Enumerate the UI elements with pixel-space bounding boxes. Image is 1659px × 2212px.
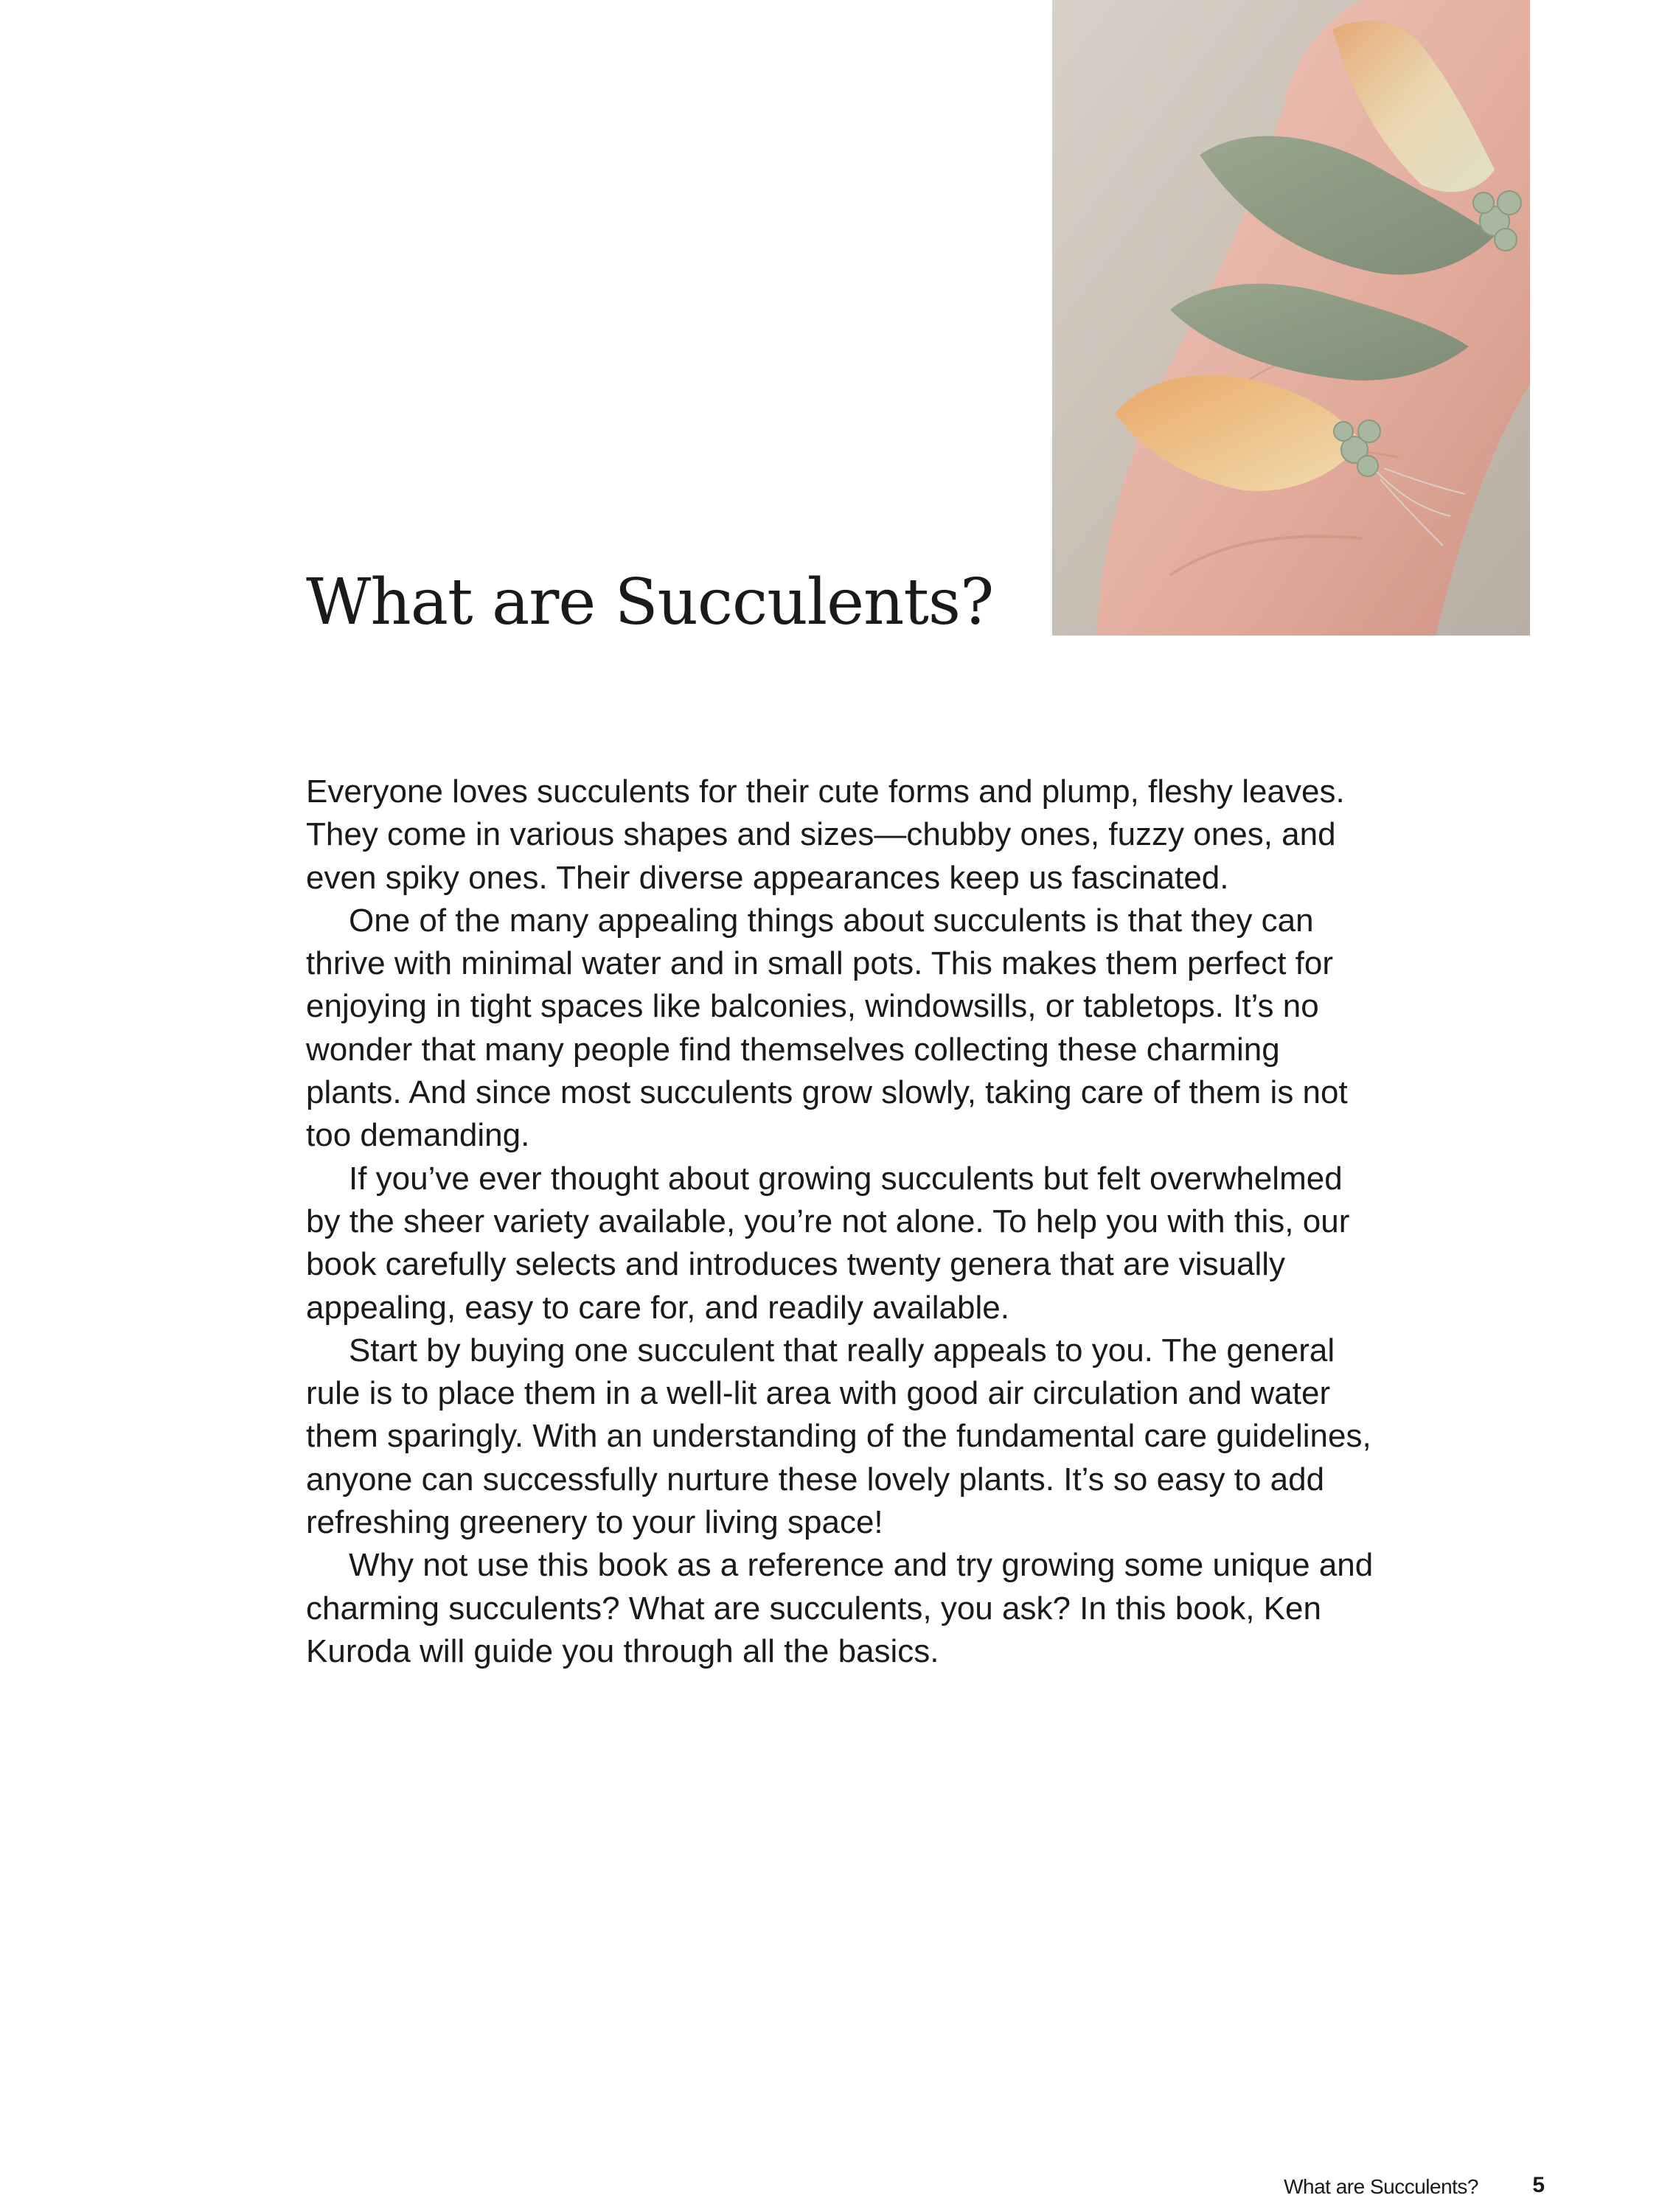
paragraph: Everyone loves succulents for their cute forms and plump, fleshy leaves. They come in various shapes and sizes—chubby ones, fuzzy ones, and even spiky ones. Their diverse appearances keep us fascinated. — [306, 773, 1345, 896]
page-number: 5 — [1532, 2173, 1545, 2197]
succulent-leaves-in-hand-photo — [1052, 0, 1530, 636]
page-title: What are Succulents? — [306, 566, 994, 639]
paragraph: If you’ve ever thought about growing succulents but felt overwhelmed by the sheer variety available, you’re not alone. To help you with this, our book carefully selects and introduces twenty genera that are visually appealing, easy to care for, and readily available. — [306, 1160, 1350, 1326]
paragraph: Start by buying one succulent that really appeals to you. The general rule is to place them in a well-lit area with good air circulation and water them sparingly. With an understanding of the fundamental care guidelines, anyone can successfully nurture these lovely plants. It’s so easy to add refreshing greenery to your living space! — [306, 1332, 1371, 1541]
running-footer-title: What are Succulents? — [1284, 2175, 1478, 2198]
paragraph: One of the many appealing things about succulents is that they can thrive with minimal water and in small pots. This makes them perfect for enjoying in tight spaces like balconies, windowsills, or tabletops. It’s no wonder that many people find themselves collecting these charming plants. And since most succulents grow slowly, taking care of them is not too demanding. — [306, 902, 1348, 1154]
body-text — [306, 771, 1375, 1673]
paragraph: Why not use this book as a reference and try growing some unique and charming succulents? What are succulents, you ask? In this book, Ken Kuroda will guide you through all the basics. — [306, 1547, 1374, 1669]
